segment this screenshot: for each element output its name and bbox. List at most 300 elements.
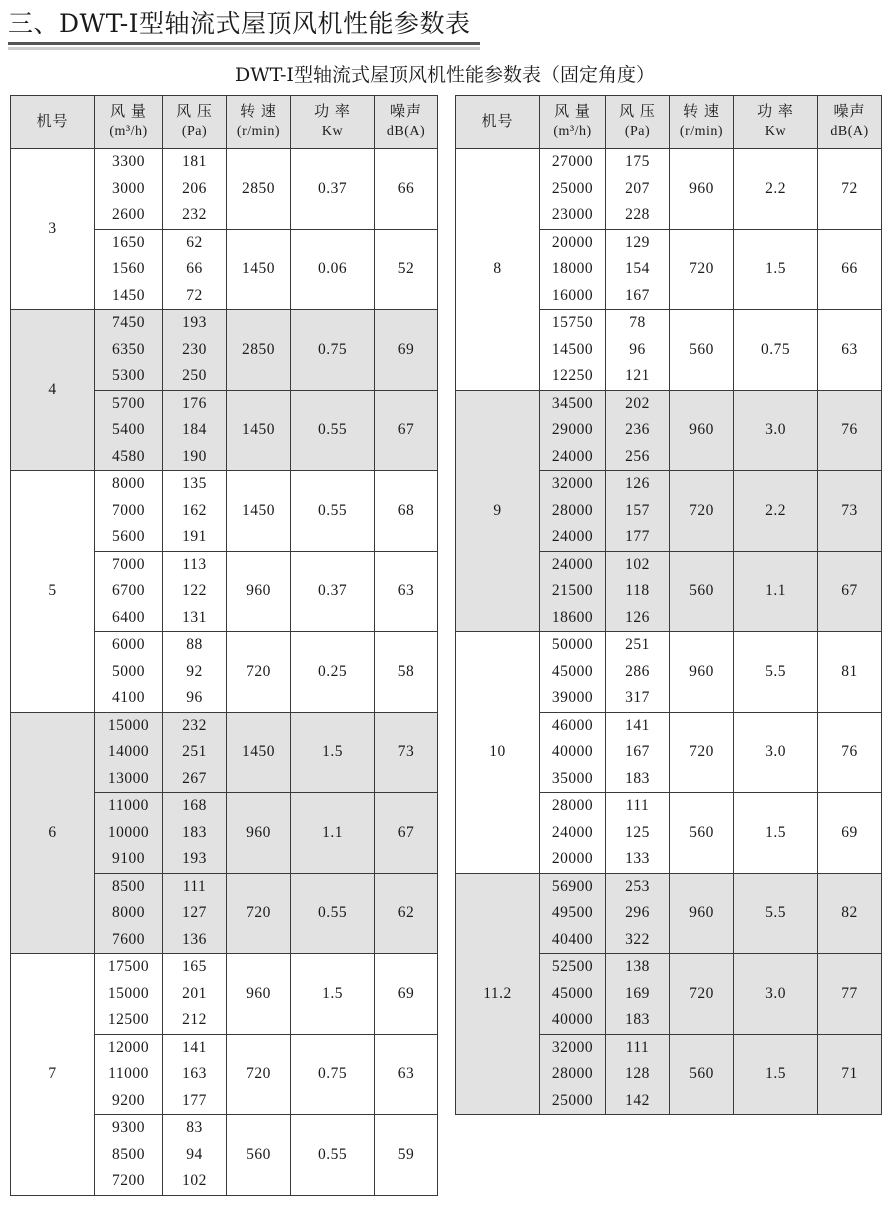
pressure-cell-value: 72 — [186, 286, 203, 304]
power-cell: 0.06 — [291, 229, 375, 310]
speed-cell: 720 — [670, 712, 734, 793]
table-row — [11, 954, 438, 1035]
air-volume-cell-value: 7200 — [112, 1172, 145, 1189]
speed-cell: 960 — [670, 149, 734, 230]
air-volume-cell — [95, 471, 163, 552]
pressure-cell-value: 191 — [182, 528, 207, 545]
air-volume-cell — [95, 712, 163, 793]
noise-cell: 69 — [375, 310, 438, 391]
pressure-cell-value: 181 — [182, 153, 207, 170]
speed-cell: 960 — [227, 551, 291, 632]
pressure-cell-value: 157 — [625, 501, 650, 519]
air-volume-cell-value: 15750 — [551, 314, 594, 331]
power-cell: 0.55 — [291, 873, 375, 954]
model-number-cell: 11.2 — [456, 873, 540, 1115]
table-row — [11, 471, 438, 552]
air-volume-cell-value: 46000 — [551, 716, 594, 734]
air-volume-cell-value: 11000 — [108, 797, 149, 814]
power-cell: 0.37 — [291, 551, 375, 632]
pressure-cell — [163, 471, 227, 552]
air-volume-cell-value: 11000 — [108, 1065, 149, 1082]
performance-table-left — [10, 95, 438, 1196]
pressure-cell-value: 162 — [182, 501, 207, 519]
pressure-cell-value: 193 — [182, 314, 207, 331]
pressure-cell-value: 175 — [625, 153, 650, 170]
air-volume-cell-value: 34500 — [551, 394, 594, 412]
pressure-cell-value: 256 — [625, 447, 650, 465]
title-underline-dark — [8, 42, 480, 45]
pressure-cell — [606, 793, 670, 874]
noise-cell: 72 — [818, 149, 882, 230]
pressure-cell — [163, 390, 227, 471]
pressure-cell — [606, 551, 670, 632]
noise-cell: 67 — [375, 390, 438, 471]
pressure-cell-value: 122 — [182, 582, 207, 599]
pressure-cell-value: 183 — [625, 1011, 650, 1028]
air-volume-cell-value: 2600 — [112, 206, 145, 223]
speed-cell: 720 — [227, 873, 291, 954]
pressure-cell-value: 296 — [625, 904, 650, 921]
air-volume-cell-value: 9200 — [112, 1091, 145, 1109]
noise-cell: 67 — [818, 551, 882, 632]
noise-cell: 63 — [818, 310, 882, 391]
pressure-cell-value: 165 — [182, 958, 207, 975]
noise-cell: 69 — [818, 793, 882, 874]
table-row — [456, 632, 882, 713]
air-volume-cell — [540, 954, 606, 1035]
speed-cell: 560 — [670, 1034, 734, 1115]
speed-cell: 560 — [670, 551, 734, 632]
noise-cell: 62 — [375, 873, 438, 954]
model-number-cell: 4 — [11, 310, 95, 471]
pressure-cell-value: 118 — [625, 582, 650, 599]
air-volume-cell — [95, 149, 163, 230]
air-volume-cell-value: 24000 — [551, 823, 594, 841]
air-volume-cell-value: 32000 — [551, 475, 594, 492]
speed-cell: 2850 — [227, 310, 291, 391]
pressure-cell-value: 169 — [625, 984, 650, 1002]
pressure-cell-value: 121 — [625, 367, 650, 384]
pressure-cell-value: 83 — [186, 1119, 203, 1136]
pressure-cell-value: 250 — [182, 367, 207, 384]
power-cell: 2.2 — [734, 149, 818, 230]
air-volume-cell-value: 45000 — [551, 984, 594, 1002]
header-power: 功 率 Kw — [734, 96, 818, 149]
speed-cell: 2850 — [227, 149, 291, 230]
pressure-cell-value: 168 — [182, 797, 207, 814]
pressure-cell-value: 251 — [182, 743, 207, 760]
air-volume-cell — [95, 954, 163, 1035]
header-noise: 噪声 dB(A) — [375, 96, 438, 149]
air-volume-cell-value: 35000 — [551, 769, 594, 787]
speed-cell: 960 — [670, 632, 734, 713]
air-volume-cell-value: 1560 — [112, 260, 145, 277]
air-volume-cell-value: 12500 — [107, 1011, 150, 1028]
noise-cell: 67 — [375, 793, 438, 874]
power-cell: 1.5 — [734, 793, 818, 874]
air-volume-cell-value: 8500 — [112, 877, 145, 895]
pressure-cell-value: 113 — [182, 555, 207, 573]
air-volume-cell-value: 28000 — [551, 501, 594, 519]
pressure-cell — [606, 229, 670, 310]
air-volume-cell-value: 40000 — [551, 1011, 594, 1028]
air-volume-cell-value: 5300 — [112, 367, 145, 384]
speed-cell: 720 — [670, 229, 734, 310]
power-cell: 2.2 — [734, 471, 818, 552]
pressure-cell-value: 202 — [625, 394, 650, 412]
air-volume-cell — [95, 310, 163, 391]
air-volume-cell-value: 5000 — [112, 662, 145, 680]
pressure-cell-value: 232 — [182, 206, 207, 223]
air-volume-cell-value: 18600 — [551, 608, 594, 626]
air-volume-cell-value: 4100 — [112, 689, 145, 706]
speed-cell: 720 — [670, 954, 734, 1035]
pressure-cell-value: 127 — [182, 904, 207, 921]
air-volume-cell-value: 16000 — [551, 286, 594, 304]
model-number-cell: 6 — [11, 712, 95, 954]
pressure-cell-value: 111 — [182, 877, 207, 895]
header-pressure: 风 压 (Pa) — [163, 96, 227, 149]
pressure-cell-value: 322 — [625, 930, 650, 948]
pressure-cell — [606, 310, 670, 391]
air-volume-cell-value: 1650 — [112, 233, 145, 251]
air-volume-cell-value: 14500 — [551, 340, 594, 358]
power-cell: 1.5 — [734, 229, 818, 310]
air-volume-cell-value: 45000 — [551, 662, 594, 680]
noise-cell: 52 — [375, 229, 438, 310]
air-volume-cell-value: 7450 — [112, 314, 145, 331]
pressure-cell — [163, 632, 227, 713]
pressure-cell-value: 207 — [625, 179, 650, 197]
noise-cell: 73 — [818, 471, 882, 552]
air-volume-cell — [95, 551, 163, 632]
power-cell: 0.25 — [291, 632, 375, 713]
air-volume-cell — [540, 793, 606, 874]
air-volume-cell-value: 5700 — [112, 394, 145, 412]
pressure-cell-value: 136 — [182, 930, 207, 948]
air-volume-cell-value: 3000 — [112, 179, 145, 197]
speed-cell: 720 — [227, 632, 291, 713]
air-volume-cell — [95, 229, 163, 310]
speed-cell: 960 — [227, 793, 291, 874]
air-volume-cell-value: 20000 — [551, 233, 594, 251]
noise-cell: 76 — [818, 390, 882, 471]
pressure-cell-value: 177 — [625, 528, 650, 545]
air-volume-cell — [95, 873, 163, 954]
pressure-cell — [606, 632, 670, 713]
power-cell: 0.55 — [291, 390, 375, 471]
header-pressure: 风 压 (Pa) — [606, 96, 670, 149]
speed-cell: 960 — [227, 954, 291, 1035]
noise-cell: 59 — [375, 1115, 438, 1196]
air-volume-cell-value: 7000 — [112, 501, 145, 519]
noise-cell: 71 — [818, 1034, 882, 1115]
model-number-cell: 9 — [456, 390, 540, 632]
power-cell: 0.55 — [291, 471, 375, 552]
air-volume-cell-value: 24000 — [551, 528, 594, 545]
speed-cell: 1450 — [227, 712, 291, 793]
air-volume-cell-value: 8500 — [112, 1145, 145, 1163]
air-volume-cell — [540, 390, 606, 471]
pressure-cell-value: 141 — [625, 716, 650, 734]
pressure-cell — [606, 873, 670, 954]
power-cell: 3.0 — [734, 712, 818, 793]
pressure-cell-value: 62 — [186, 233, 203, 251]
air-volume-cell-value: 56900 — [551, 877, 594, 895]
pressure-cell — [163, 310, 227, 391]
air-volume-cell-value: 40400 — [551, 930, 594, 948]
air-volume-cell — [95, 1115, 163, 1196]
pressure-cell — [163, 1115, 227, 1196]
pressure-cell — [163, 793, 227, 874]
pressure-cell-value: 111 — [625, 797, 650, 814]
noise-cell: 66 — [375, 149, 438, 230]
pressure-cell-value: 92 — [186, 662, 203, 680]
model-number-cell: 5 — [11, 471, 95, 713]
pressure-cell-value: 96 — [186, 689, 203, 706]
air-volume-cell-value: 5600 — [112, 528, 145, 545]
title-underline-light — [8, 47, 480, 50]
pressure-cell — [606, 390, 670, 471]
speed-cell: 720 — [227, 1034, 291, 1115]
air-volume-cell — [540, 873, 606, 954]
air-volume-cell-value: 13000 — [107, 769, 150, 787]
air-volume-cell-value: 6000 — [112, 636, 145, 653]
pressure-cell-value: 96 — [629, 340, 646, 358]
air-volume-cell-value: 9100 — [112, 850, 145, 867]
power-cell: 0.75 — [734, 310, 818, 391]
air-volume-cell-value: 32000 — [551, 1038, 594, 1056]
air-volume-cell-value: 1450 — [112, 286, 145, 304]
pressure-cell-value: 125 — [625, 823, 650, 841]
power-cell: 1.5 — [291, 954, 375, 1035]
air-volume-cell — [95, 793, 163, 874]
power-cell: 3.0 — [734, 390, 818, 471]
power-cell: 0.75 — [291, 310, 375, 391]
header-flow: 风 量 (m³/h) — [540, 96, 606, 149]
section-title: 三、DWT-Ⅰ型轴流式屋顶风机性能参数表 — [8, 9, 471, 38]
pressure-cell-value: 126 — [625, 608, 650, 626]
air-volume-cell-value: 23000 — [551, 206, 594, 223]
power-cell: 5.5 — [734, 632, 818, 713]
air-volume-cell — [540, 229, 606, 310]
header-speed: 转 速 (r/min) — [227, 96, 291, 149]
pressure-cell-value: 193 — [182, 850, 207, 867]
air-volume-cell — [540, 310, 606, 391]
pressure-cell-value: 102 — [625, 555, 650, 573]
air-volume-cell — [540, 632, 606, 713]
pressure-cell-value: 129 — [625, 233, 650, 251]
speed-cell: 560 — [670, 793, 734, 874]
pressure-cell-value: 232 — [182, 716, 207, 734]
pressure-cell-value: 133 — [625, 850, 650, 867]
header-row — [456, 96, 882, 149]
table-row — [11, 149, 438, 230]
header-model: 机号 — [11, 96, 95, 149]
air-volume-cell-value: 24000 — [551, 447, 594, 465]
pressure-cell-value: 154 — [625, 260, 650, 277]
noise-cell: 66 — [818, 229, 882, 310]
table-body — [456, 149, 882, 1115]
pressure-cell-value: 163 — [182, 1065, 207, 1082]
pressure-cell-value: 167 — [625, 286, 650, 304]
pressure-cell-value: 267 — [182, 769, 207, 787]
pressure-cell-value: 184 — [182, 421, 207, 438]
header-model: 机号 — [456, 96, 540, 149]
air-volume-cell-value: 6350 — [112, 340, 145, 358]
pressure-cell-value: 141 — [182, 1038, 207, 1056]
table-row — [456, 149, 882, 230]
pressure-cell-value: 190 — [182, 447, 207, 465]
power-cell: 0.55 — [291, 1115, 375, 1196]
air-volume-cell-value: 3300 — [112, 153, 145, 170]
pressure-cell-value: 94 — [186, 1145, 203, 1163]
air-volume-cell-value: 39000 — [551, 689, 594, 706]
power-cell: 0.37 — [291, 149, 375, 230]
air-volume-cell-value: 7600 — [112, 930, 145, 948]
pressure-cell-value: 111 — [625, 1038, 650, 1056]
air-volume-cell-value: 40000 — [551, 743, 594, 760]
pressure-cell-value: 201 — [182, 984, 207, 1002]
performance-table-right — [455, 95, 882, 1115]
pressure-cell — [606, 471, 670, 552]
pressure-cell-value: 286 — [625, 662, 650, 680]
pressure-cell — [606, 1034, 670, 1115]
air-volume-cell-value: 25000 — [551, 179, 594, 197]
air-volume-cell — [540, 149, 606, 230]
air-volume-cell — [540, 712, 606, 793]
noise-cell: 81 — [818, 632, 882, 713]
air-volume-cell-value: 4580 — [112, 447, 145, 465]
speed-cell: 1450 — [227, 390, 291, 471]
noise-cell: 76 — [818, 712, 882, 793]
table-row — [456, 390, 882, 471]
pressure-cell-value: 317 — [625, 689, 650, 706]
noise-cell: 73 — [375, 712, 438, 793]
air-volume-cell-value: 6400 — [112, 608, 145, 626]
air-volume-cell-value: 15000 — [107, 716, 150, 734]
air-volume-cell-value: 8000 — [112, 904, 145, 921]
table-row — [456, 873, 882, 954]
air-volume-cell-value: 18000 — [551, 260, 594, 277]
pressure-cell — [606, 712, 670, 793]
pressure-cell-value: 126 — [625, 475, 650, 492]
pressure-cell — [163, 149, 227, 230]
header-flow: 风 量 (m³/h) — [95, 96, 163, 149]
air-volume-cell-value: 28000 — [551, 1065, 594, 1082]
pressure-cell — [163, 873, 227, 954]
air-volume-cell-value: 21500 — [551, 582, 594, 599]
air-volume-cell-value: 25000 — [551, 1091, 594, 1109]
speed-cell: 720 — [670, 471, 734, 552]
speed-cell: 1450 — [227, 471, 291, 552]
header-noise: 噪声 dB(A) — [818, 96, 882, 149]
air-volume-cell — [540, 1034, 606, 1115]
air-volume-cell — [540, 551, 606, 632]
power-cell: 0.75 — [291, 1034, 375, 1115]
pressure-cell-value: 183 — [182, 823, 207, 841]
air-volume-cell-value: 20000 — [551, 850, 594, 867]
pressure-cell — [163, 229, 227, 310]
pressure-cell-value: 206 — [182, 179, 207, 197]
header-speed: 转 速 (r/min) — [670, 96, 734, 149]
air-volume-cell-value: 50000 — [551, 636, 594, 653]
air-volume-cell-value: 52500 — [551, 958, 594, 975]
pressure-cell — [606, 149, 670, 230]
air-volume-cell-value: 24000 — [551, 555, 594, 573]
pressure-cell-value: 88 — [186, 636, 203, 653]
header-row — [11, 96, 438, 149]
pressure-cell-value: 131 — [182, 608, 207, 626]
pressure-cell — [163, 712, 227, 793]
model-number-cell: 3 — [11, 149, 95, 310]
pressure-cell-value: 102 — [182, 1172, 207, 1189]
model-number-cell: 8 — [456, 149, 540, 391]
air-volume-cell-value: 6700 — [112, 582, 145, 599]
header-power: 功 率 Kw — [291, 96, 375, 149]
table-body — [11, 149, 438, 1196]
air-volume-cell-value: 12000 — [107, 1038, 150, 1056]
power-cell: 1.1 — [734, 551, 818, 632]
speed-cell: 960 — [670, 873, 734, 954]
table-row — [11, 310, 438, 391]
air-volume-cell-value: 14000 — [107, 743, 150, 760]
air-volume-cell-value: 10000 — [107, 823, 150, 841]
air-volume-cell — [95, 1034, 163, 1115]
noise-cell: 58 — [375, 632, 438, 713]
air-volume-cell-value: 5400 — [112, 421, 145, 438]
power-cell: 1.1 — [291, 793, 375, 874]
table-title: DWT-Ⅰ型轴流式屋顶风机性能参数表（固定角度） — [235, 64, 655, 86]
pressure-cell-value: 176 — [182, 394, 207, 412]
pressure-cell-value: 135 — [182, 475, 207, 492]
power-cell: 1.5 — [291, 712, 375, 793]
air-volume-cell-value: 7000 — [112, 555, 145, 573]
pressure-cell-value: 177 — [182, 1091, 207, 1109]
pressure-cell-value: 230 — [182, 340, 207, 358]
noise-cell: 82 — [818, 873, 882, 954]
air-volume-cell-value: 49500 — [551, 904, 594, 921]
pressure-cell-value: 212 — [182, 1011, 207, 1028]
air-volume-cell-value: 17500 — [107, 958, 150, 975]
noise-cell: 63 — [375, 551, 438, 632]
pressure-cell — [163, 551, 227, 632]
pressure-cell-value: 253 — [625, 877, 650, 895]
air-volume-cell-value: 12250 — [551, 367, 594, 384]
model-number-cell: 10 — [456, 632, 540, 874]
pressure-cell-value: 167 — [625, 743, 650, 760]
pressure-cell — [163, 954, 227, 1035]
speed-cell: 560 — [670, 310, 734, 391]
air-volume-cell — [540, 471, 606, 552]
air-volume-cell — [95, 390, 163, 471]
noise-cell: 63 — [375, 1034, 438, 1115]
pressure-cell-value: 138 — [625, 958, 650, 975]
model-number-cell: 7 — [11, 954, 95, 1196]
power-cell: 1.5 — [734, 1034, 818, 1115]
noise-cell: 77 — [818, 954, 882, 1035]
air-volume-cell — [95, 632, 163, 713]
pressure-cell-value: 236 — [625, 421, 650, 438]
pressure-cell-value: 128 — [625, 1065, 650, 1082]
speed-cell: 1450 — [227, 229, 291, 310]
air-volume-cell-value: 9300 — [112, 1119, 145, 1136]
pressure-cell-value: 142 — [625, 1091, 650, 1109]
speed-cell: 560 — [227, 1115, 291, 1196]
noise-cell: 68 — [375, 471, 438, 552]
pressure-cell-value: 78 — [629, 314, 646, 331]
air-volume-cell-value: 15000 — [107, 984, 150, 1002]
